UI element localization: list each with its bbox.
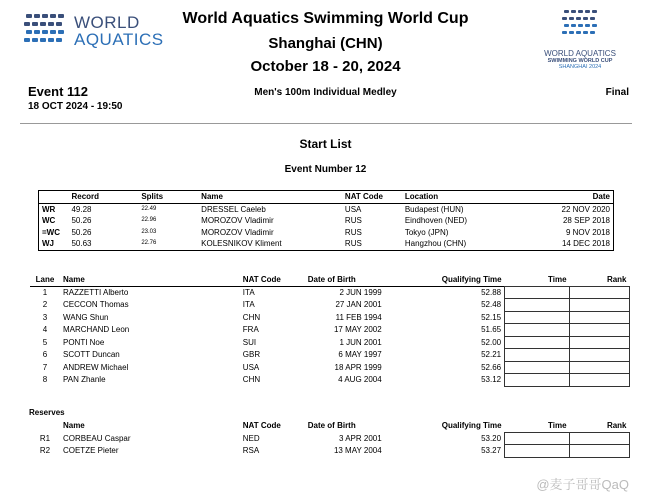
res-header-lane <box>30 420 60 432</box>
entrant-time-cell <box>505 286 570 299</box>
entrant-nat: GBR <box>242 350 261 359</box>
record-row <box>39 203 614 215</box>
record-nat: RUS <box>344 227 362 237</box>
event-datetime: 18 OCT 2024 - 19:50 <box>28 101 123 112</box>
entrant-dob: 18 APR 1999 <box>334 362 382 372</box>
start-list-table <box>30 274 630 387</box>
entrant-rank-cell <box>570 324 630 337</box>
record-code: WR <box>42 204 56 214</box>
record-split: 22.76 <box>141 240 157 246</box>
entrant-dob: 6 MAY 1997 <box>338 350 382 359</box>
records-header-code <box>39 191 69 204</box>
entrant-nat: USA <box>242 362 260 372</box>
entrant-row <box>30 286 630 299</box>
entrant-rank-cell <box>570 361 630 374</box>
entrant-name: WANG Shun <box>62 312 109 322</box>
entrant-row <box>30 311 630 324</box>
event-code: Event 112 <box>28 84 88 99</box>
res-header-dob: Date of Birth <box>307 421 356 431</box>
records-header-nat: NAT Code <box>342 191 402 204</box>
entrant-qualifying-time: 51.65 <box>481 325 502 334</box>
record-time: 50.63 <box>71 239 92 248</box>
entrant-lane: 2 <box>42 300 48 309</box>
waves-icon <box>560 8 600 44</box>
entrant-time-cell <box>505 299 570 312</box>
competition-location: Shanghai (CHN) <box>268 35 383 52</box>
record-code: WC <box>42 216 56 225</box>
record-split: 22.96 <box>141 217 157 223</box>
res-header-rank: Rank <box>606 421 627 430</box>
entrant-row <box>30 432 630 445</box>
record-time: 50.26 <box>71 227 92 237</box>
res-header-time: Time <box>547 421 567 430</box>
entrant-qualifying-time: 52.15 <box>481 312 502 322</box>
records-header-splits: Splits <box>138 191 198 204</box>
entrant-row <box>30 374 630 387</box>
entrant-dob: 11 FEB 1994 <box>335 312 382 322</box>
header-nat: NAT Code <box>242 275 281 284</box>
entrant-dob: 1 JUN 2001 <box>339 337 382 347</box>
entrant-nat: SUI <box>242 337 257 347</box>
entrant-dob: 13 MAY 2004 <box>333 446 382 455</box>
record-date: 28 SEP 2018 <box>562 216 610 225</box>
entrant-time-cell <box>505 336 570 349</box>
event-number: Event Number 12 <box>284 164 367 175</box>
record-row <box>39 215 614 227</box>
record-name: KOLESNIKOV Kliment <box>201 239 282 248</box>
records-header-name: Name <box>198 191 342 204</box>
entrant-rank-cell <box>570 374 630 387</box>
entrant-row <box>30 336 630 349</box>
event-name: Men's 100m Individual Medley <box>254 87 397 98</box>
record-name: MOROZOV Vladimir <box>201 227 274 237</box>
entrant-time-cell <box>505 432 570 445</box>
entrant-dob: 27 JAN 2001 <box>335 300 382 309</box>
entrant-rank-cell <box>570 445 630 458</box>
record-date: 22 NOV 2020 <box>561 204 610 214</box>
record-location: Hangzhou (CHN) <box>404 239 467 248</box>
header-time: Time <box>548 275 567 284</box>
entrant-lane: 1 <box>42 287 48 297</box>
entrant-nat: CHN <box>242 375 261 384</box>
res-header-qt: Qualifying Time <box>441 421 502 431</box>
entrant-lane: R2 <box>39 446 51 455</box>
record-nat: USA <box>344 204 362 214</box>
records-table <box>38 190 614 251</box>
records-header-date: Date <box>522 191 614 204</box>
entrant-time-cell <box>505 445 570 458</box>
entrant-row <box>30 324 630 337</box>
record-name: DRESSEL Caeleb <box>201 204 266 214</box>
entrant-nat: NED <box>242 433 260 443</box>
entrant-name: PONTI Noe <box>62 337 105 347</box>
right-logo-line2: SWIMMING WORLD CUP <box>547 58 613 64</box>
record-split: 22.49 <box>141 205 157 212</box>
entrant-time-cell <box>505 361 570 374</box>
record-date: 9 NOV 2018 <box>565 227 610 237</box>
header-name: Name <box>62 275 85 284</box>
entrant-row <box>30 361 630 374</box>
entrant-rank-cell <box>570 432 630 445</box>
entrant-dob: 3 APR 2001 <box>338 433 382 443</box>
entrant-time-cell <box>505 349 570 362</box>
entrant-lane: R1 <box>39 433 51 443</box>
record-date: 14 DEC 2018 <box>561 239 610 248</box>
entrant-qualifying-time: 52.00 <box>481 337 502 347</box>
entrant-time-cell <box>505 311 570 324</box>
records-header-record: Record <box>68 191 138 204</box>
entrant-lane: 4 <box>42 325 48 334</box>
entrant-qualifying-time: 52.88 <box>481 287 502 297</box>
record-split: 23.03 <box>141 228 157 235</box>
header-rank: Rank <box>606 275 627 284</box>
header-dob: Date of Birth <box>307 275 356 284</box>
entrant-nat: FRA <box>242 325 259 334</box>
record-time: 49.28 <box>71 204 92 214</box>
record-location: Eindhoven (NED) <box>404 216 468 225</box>
competition-dates: October 18 - 20, 2024 <box>250 58 401 75</box>
reserves-label: Reserves <box>29 408 65 417</box>
entrant-lane: 8 <box>42 375 48 384</box>
start-list-header <box>30 274 630 286</box>
entrant-name: RAZZETTI Alberto <box>62 287 129 297</box>
reserves-header <box>30 420 630 432</box>
entrant-name: ANDREW Michael <box>62 362 129 372</box>
entrant-nat: RSA <box>242 446 260 455</box>
entrant-lane: 7 <box>42 362 48 372</box>
right-logo-line3: SHANGHAI 2024 <box>558 64 602 70</box>
entrant-qualifying-time: 52.21 <box>481 350 502 359</box>
entrant-qualifying-time: 52.66 <box>481 362 502 372</box>
records-header-location: Location <box>402 191 522 204</box>
entrant-dob: 17 MAY 2002 <box>333 325 382 334</box>
entrant-qualifying-time: 52.48 <box>481 300 502 309</box>
entrant-dob: 4 AUG 2004 <box>338 375 382 384</box>
entrant-dob: 2 JUN 1999 <box>339 287 382 297</box>
record-row <box>39 227 614 239</box>
right-logo-line1: WORLD AQUATICS <box>544 49 616 58</box>
res-header-name: Name <box>62 421 85 431</box>
entrant-name: PAN Zhanle <box>62 375 106 384</box>
entrant-time-cell <box>505 324 570 337</box>
entrant-lane: 5 <box>42 337 48 347</box>
entrant-name: COETZE Pieter <box>62 446 119 455</box>
logo-text-world: WORLD <box>74 13 140 32</box>
record-row <box>39 238 614 250</box>
competition-title: World Aquatics Swimming World Cup <box>182 10 469 27</box>
entrant-row <box>30 349 630 362</box>
entrant-qualifying-time: 53.20 <box>481 433 502 443</box>
record-nat: RUS <box>344 239 362 248</box>
entrant-lane: 3 <box>42 312 48 322</box>
record-nat: RUS <box>344 216 362 225</box>
entrant-time-cell <box>505 374 570 387</box>
event-round: Final <box>605 87 629 98</box>
divider <box>20 123 632 124</box>
header-qt: Qualifying Time <box>441 275 502 284</box>
start-list-title: Start List <box>299 137 352 151</box>
entrant-rank-cell <box>570 349 630 362</box>
record-code: =WC <box>42 227 60 237</box>
entrant-rank-cell <box>570 286 630 299</box>
entrant-rank-cell <box>570 299 630 312</box>
entrant-lane: 6 <box>42 350 48 359</box>
record-time: 50.26 <box>71 216 92 225</box>
record-name: MOROZOV Vladimir <box>201 216 274 225</box>
res-header-nat: NAT Code <box>242 421 281 431</box>
header-lane: Lane <box>35 275 55 284</box>
entrant-qualifying-time: 53.12 <box>481 375 502 384</box>
entrant-rank-cell <box>570 311 630 324</box>
records-header <box>39 191 614 204</box>
watermark: @麦子哥哥QaQ <box>536 477 629 492</box>
reserves-table <box>30 420 630 458</box>
entrant-name: CECCON Thomas <box>62 300 129 309</box>
entrant-nat: ITA <box>242 287 255 297</box>
entrant-nat: ITA <box>242 300 255 309</box>
entrant-rank-cell <box>570 336 630 349</box>
entrant-row <box>30 299 630 312</box>
world-cup-logo <box>530 8 630 83</box>
entrant-name: SCOTT Duncan <box>62 350 120 359</box>
entrant-name: MARCHAND Leon <box>62 325 130 334</box>
entrant-name: CORBEAU Caspar <box>62 433 131 443</box>
logo-text-aquatics: AQUATICS <box>74 30 164 49</box>
record-code: WJ <box>42 239 54 248</box>
record-location: Tokyo (JPN) <box>404 227 449 237</box>
record-location: Budapest (HUN) <box>404 204 464 214</box>
entrant-nat: CHN <box>242 312 261 322</box>
entrant-row <box>30 445 630 458</box>
entrant-qualifying-time: 53.27 <box>481 446 502 455</box>
